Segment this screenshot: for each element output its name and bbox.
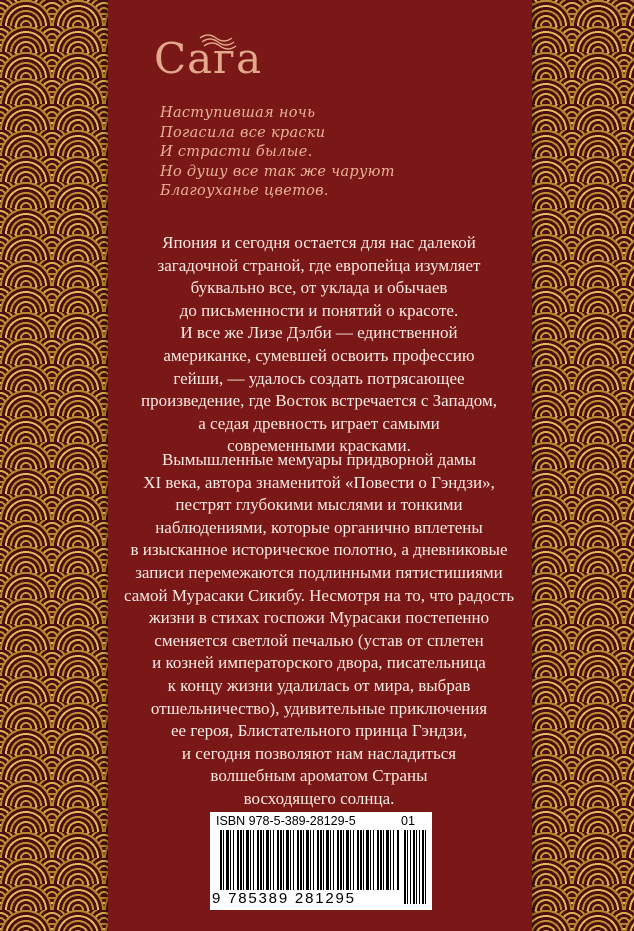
text-line: жизни в стихах госпожи Мурасаки постепенно: [148, 608, 490, 628]
text-line: наблюдениями, которые органично вплетены: [155, 517, 483, 537]
text-line: в изысканное историческое полотно, а дневниковые: [130, 540, 508, 560]
text-line: американке, сумевшей освоить профессию: [163, 345, 475, 365]
text-line: сменяется светлой печалью (устав от сплетен: [154, 630, 484, 650]
wave-ornament-icon: [198, 30, 238, 50]
barcode-bars: [220, 830, 400, 890]
text-line: XI века, автора знаменитой «Повести о Гэндзи»,: [143, 472, 495, 492]
barcode-addon-number: 01: [401, 814, 415, 828]
poem-line: И страсти былые.: [160, 144, 313, 160]
description-paragraph-2: [124, 449, 514, 811]
poem-line: Благоуханье цветов.: [160, 183, 329, 199]
text-line: загадочной страной, где европейца изумляет: [157, 255, 481, 275]
text-line: восходящего солнца.: [243, 788, 395, 808]
text-line: и сегодня позволяют нам насладиться: [181, 743, 457, 763]
text-line: волшебным ароматом Страны: [210, 766, 428, 786]
poem-line: Погасила все краски: [160, 124, 326, 141]
poem-line: Наступившая ночь: [160, 105, 316, 121]
text-line: Вымышленные мемуары придворной дамы: [161, 450, 477, 469]
epigraph-poem: [160, 104, 480, 202]
poem-line: Но душу все так же чаруют: [160, 163, 395, 180]
description-paragraph-1: [124, 232, 514, 458]
publisher-logo: [154, 28, 294, 88]
isbn-number: ISBN 978-5-389-28129-5: [216, 814, 356, 828]
logo-text: Сага: [154, 34, 263, 83]
text-line: произведение, где Восток встречается с Западом,: [141, 391, 497, 411]
text-line: буквально все, от уклада и обычаев: [190, 278, 448, 298]
text-line: записи перемежаются подлинными пятистишиями: [135, 562, 503, 582]
barcode-digits: 9 785389 281295: [212, 890, 356, 907]
text-line: к концу жизни удалилась от мира, выбрав: [167, 675, 471, 695]
text-line: отшельничество), удивительные приключения: [150, 698, 488, 718]
text-line: современными красками.: [227, 436, 411, 456]
text-line: пестрят глубокими мыслями и тонкими: [175, 495, 463, 515]
text-line: ее героя, Блистательного принца Гэндзи,: [171, 721, 467, 741]
text-line: а седая древность играет самыми: [198, 413, 440, 433]
text-line: самой Мурасаки Сикибу. Несмотря на то, что радость: [124, 585, 515, 605]
isbn-barcode: [210, 812, 432, 910]
text-line: гейши, — удалось создать потрясающее: [173, 368, 465, 388]
text-line: И все же Лизе Дэлби — единственной: [180, 323, 458, 343]
text-line: до письменности и понятий о красоте.: [179, 300, 459, 320]
text-line: Япония и сегодня остается для нас далекой: [162, 233, 476, 252]
barcode-addon-bars: [404, 830, 426, 904]
text-line: и козней императорского двора, писательница: [152, 653, 486, 673]
